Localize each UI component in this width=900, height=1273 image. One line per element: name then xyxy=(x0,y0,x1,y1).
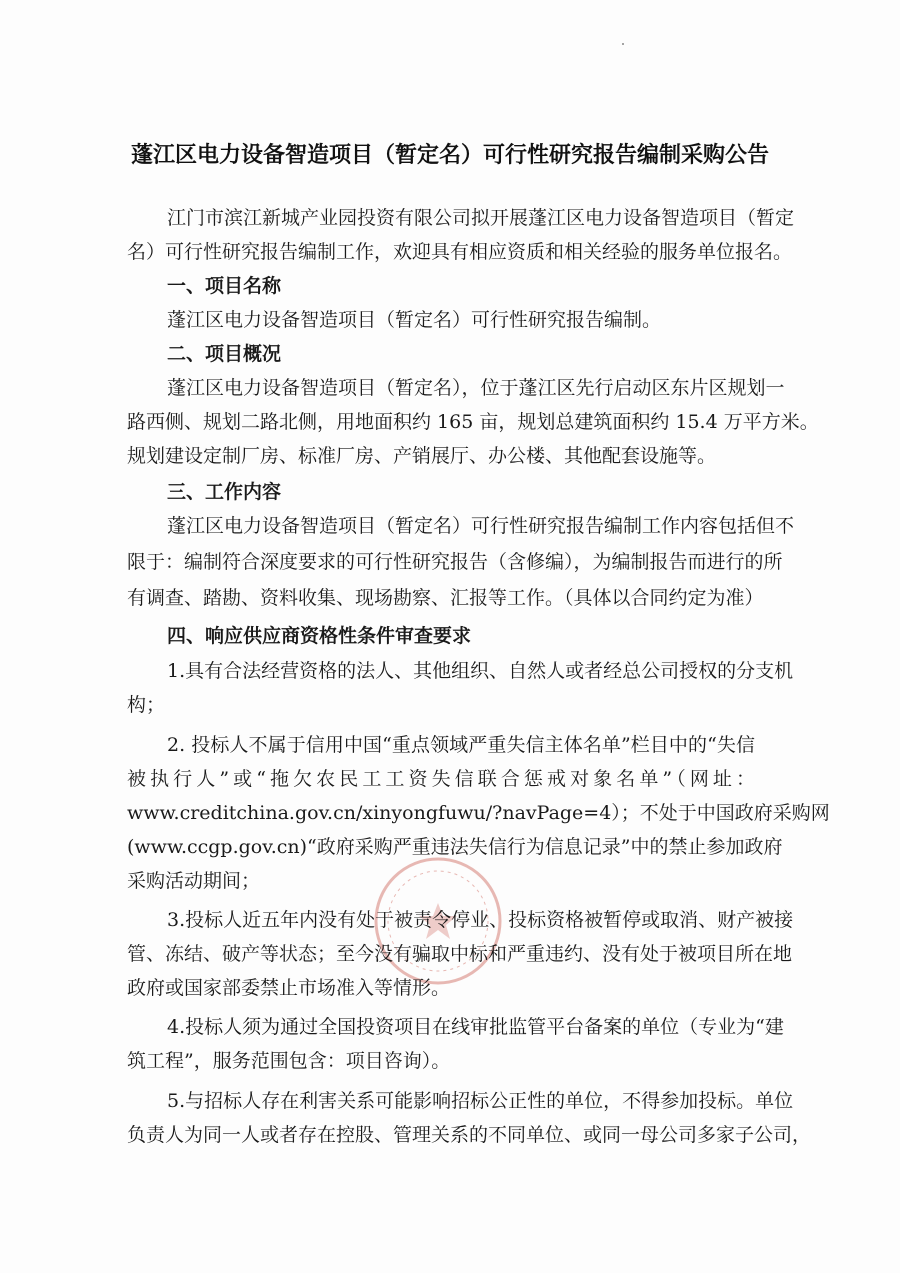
section-2-line-1: 蓬江区电力设备智造项目（暂定名），位于蓬江区先行启动区东片区规划一 xyxy=(167,377,785,399)
section-2-heading: 二、项目概况 xyxy=(167,343,282,365)
section-1-line-1: 蓬江区电力设备智造项目（暂定名）可行性研究报告编制。 xyxy=(167,309,662,331)
requirement-5-line-1: 5.与招标人存在利害关系可能影响招标公正性的单位，不得参加投标。单位 xyxy=(167,1090,794,1112)
requirement-3-line-2: 管、冻结、破产等状态；至今没有骗取中标和严重违约、没有处于被项目所在地 xyxy=(127,943,793,965)
requirement-2-line-4: (www.ccgp.gov.cn)“政府采购严重违法失信行为信息记录”中的禁止参加政府 xyxy=(127,836,783,858)
section-3-heading: 三、工作内容 xyxy=(167,481,282,503)
intro-line-1: 江门市滨江新城产业园投资有限公司拟开展蓬江区电力设备智造项目（暂定 xyxy=(167,207,795,229)
scan-speck xyxy=(622,43,624,45)
requirement-5-line-2: 负责人为同一人或者存在控股、管理关系的不同单位、或同一母公司多家子公司， xyxy=(127,1124,812,1146)
requirement-2-line-3: www.creditchina.gov.cn/xinyongfuwu/?navPage=4）；不处于中国政府采购网 xyxy=(127,802,830,824)
section-3-line-1: 蓬江区电力设备智造项目（暂定名）可行性研究报告编制工作内容包括但不 xyxy=(167,515,795,537)
requirement-2-line-2: 被执行人”或“拖欠农民工工资失信联合惩戒对象名单”（网址： xyxy=(127,768,755,790)
requirement-3-line-1: 3.投标人近五年内没有处于被责令停业、投标资格被暂停或取消、财产被接 xyxy=(167,909,794,931)
section-2-line-3: 规划建设定制厂房、标准厂房、产销展厅、办公楼、其他配套设施等。 xyxy=(127,445,717,467)
requirement-1-line-2: 构； xyxy=(127,694,166,716)
requirement-2-line-1: 2. 投标人不属于信用中国“重点领域严重失信主体名单”栏目中的“失信 xyxy=(167,734,755,756)
requirement-4-line-1: 4.投标人须为通过全国投资项目在线审批监管平台备案的单位（专业为“建 xyxy=(167,1016,784,1038)
requirement-2-line-5: 采购活动期间； xyxy=(127,870,261,892)
section-1-heading: 一、项目名称 xyxy=(167,275,282,297)
document-title: 蓬江区电力设备智造项目（暂定名）可行性研究报告编制采购公告 xyxy=(130,143,769,168)
requirement-4-line-2: 筑工程”，服务范围包含：项目咨询）。 xyxy=(127,1050,451,1072)
section-4-heading: 四、响应供应商资格性条件审查要求 xyxy=(167,625,472,647)
section-3-line-2: 限于：编制符合深度要求的可行性研究报告（含修编），为编制报告而进行的所 xyxy=(127,551,783,573)
intro-line-2: 名）可行性研究报告编制工作，欢迎具有相应资质和相关经验的服务单位报名。 xyxy=(127,241,793,263)
requirement-3-line-3: 政府或国家部委禁止市场准入等情形。 xyxy=(127,977,451,999)
section-3-line-3: 有调查、踏勘、资料收集、现场勘察、汇报等工作。（具体以合同约定为准） xyxy=(127,587,764,609)
section-2-line-2: 路西侧、规划二路北侧，用地面积约 165 亩，规划总建筑面积约 15.4 万平方米。 xyxy=(127,411,819,433)
requirement-1-line-1: 1.具有合法经营资格的法人、其他组织、自然人或者经总公司授权的分支机 xyxy=(167,660,794,682)
